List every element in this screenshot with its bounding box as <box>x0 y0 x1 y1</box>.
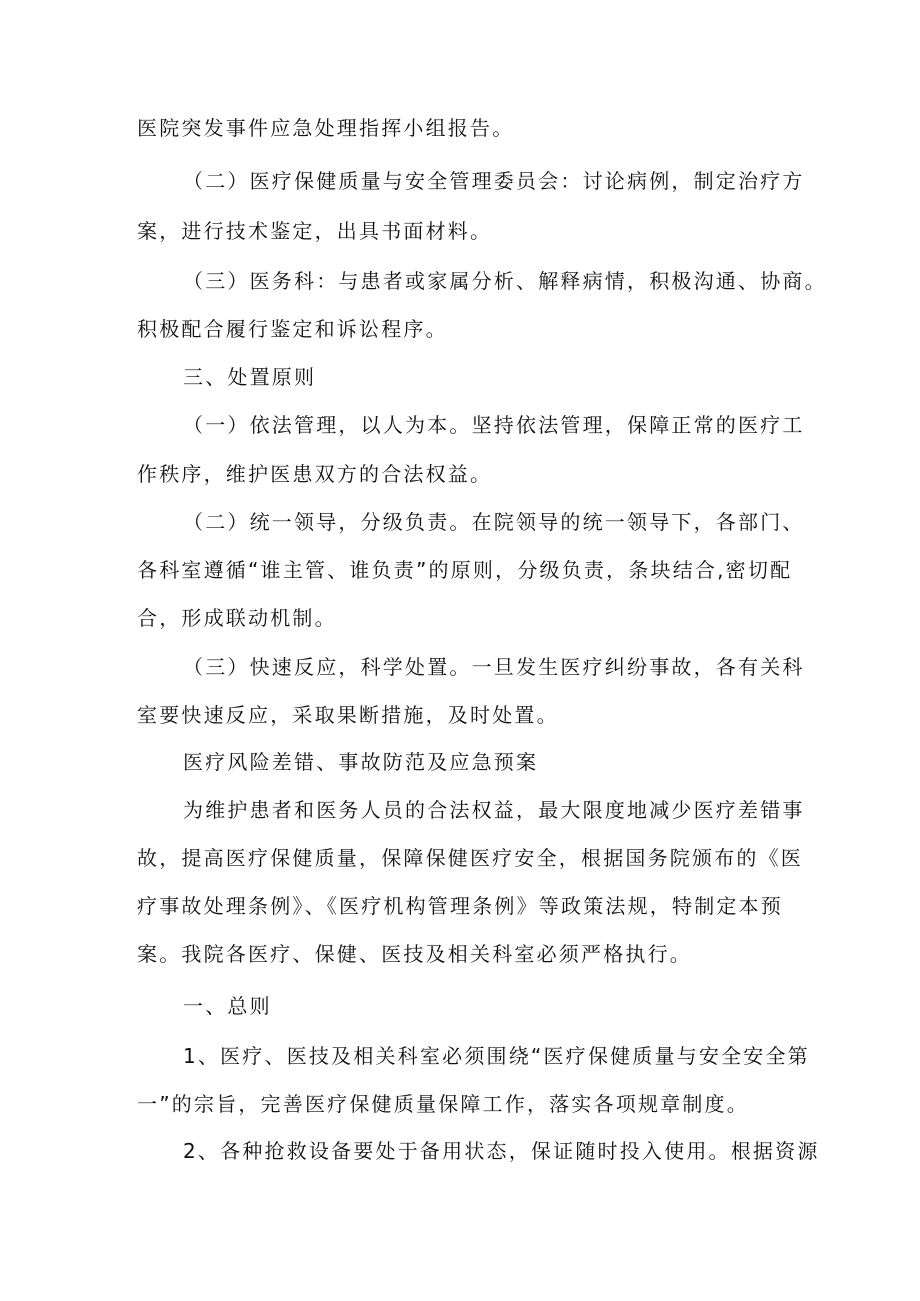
text-line: 一”的宗旨，完善医疗保健质量保障工作，落实各项规章制度。 <box>137 1092 749 1116</box>
text-line: （一）依法管理，以人为本。坚持依法管理，保障正常的医疗工 <box>183 413 805 437</box>
text-line: （二）统一领导，分级负责。在院领导的统一领导下，各部门、 <box>183 510 805 534</box>
text-line: 作秩序，维护医患双方的合法权益。 <box>137 462 493 486</box>
text-line: （三）快速反应，科学处置。一旦发生医疗纠纷事故，各有关科 <box>183 655 805 679</box>
text-line: （三）医务科：与患者或家属分析、解释病情，积极沟通、协商。 <box>183 269 827 293</box>
text-line: 案，进行技术鉴定，出具书面材料。 <box>137 219 493 243</box>
text-line: 为维护患者和医务人员的合法权益，最大限度地减少医疗差错事 <box>183 798 805 822</box>
section-heading: 一、总则 <box>183 994 272 1018</box>
text-line: 医院突发事件应急处理指挥小组报告。 <box>137 116 515 140</box>
text-line: 室要快速反应，采取果断措施，及时处置。 <box>137 703 559 727</box>
section-heading: 三、处置原则 <box>183 365 317 389</box>
text-line: 1、医疗、医技及相关科室必须围绕“医疗保健质量与安全安全第 <box>183 1044 810 1068</box>
text-line: 合，形成联动机制。 <box>137 606 337 630</box>
text-line: 积极配合履行鉴定和诉讼程序。 <box>137 317 448 341</box>
text-line: 故，提高医疗保健质量，保障保健医疗安全，根据国务院颁布的《医 <box>137 846 803 870</box>
text-line: 2、各种抢救设备要处于备用状态，保证随时投入使用。根据资源 <box>183 1139 820 1163</box>
text-line: 各科室遵循“谁主管、谁负责”的原则，分级负责，条块结合,密切配 <box>137 558 793 582</box>
text-line: （二）医疗保健质量与安全管理委员会：讨论病例，制定治疗方 <box>183 169 805 193</box>
text-line: 疗事故处理条例》、《医疗机构管理条例》等政策法规，特制定本预 <box>137 894 783 918</box>
text-line: 案。我院各医疗、保健、医技及相关科室必须严格执行。 <box>137 942 692 966</box>
section-title: 医疗风险差错、事故防范及应急预案 <box>183 750 539 774</box>
